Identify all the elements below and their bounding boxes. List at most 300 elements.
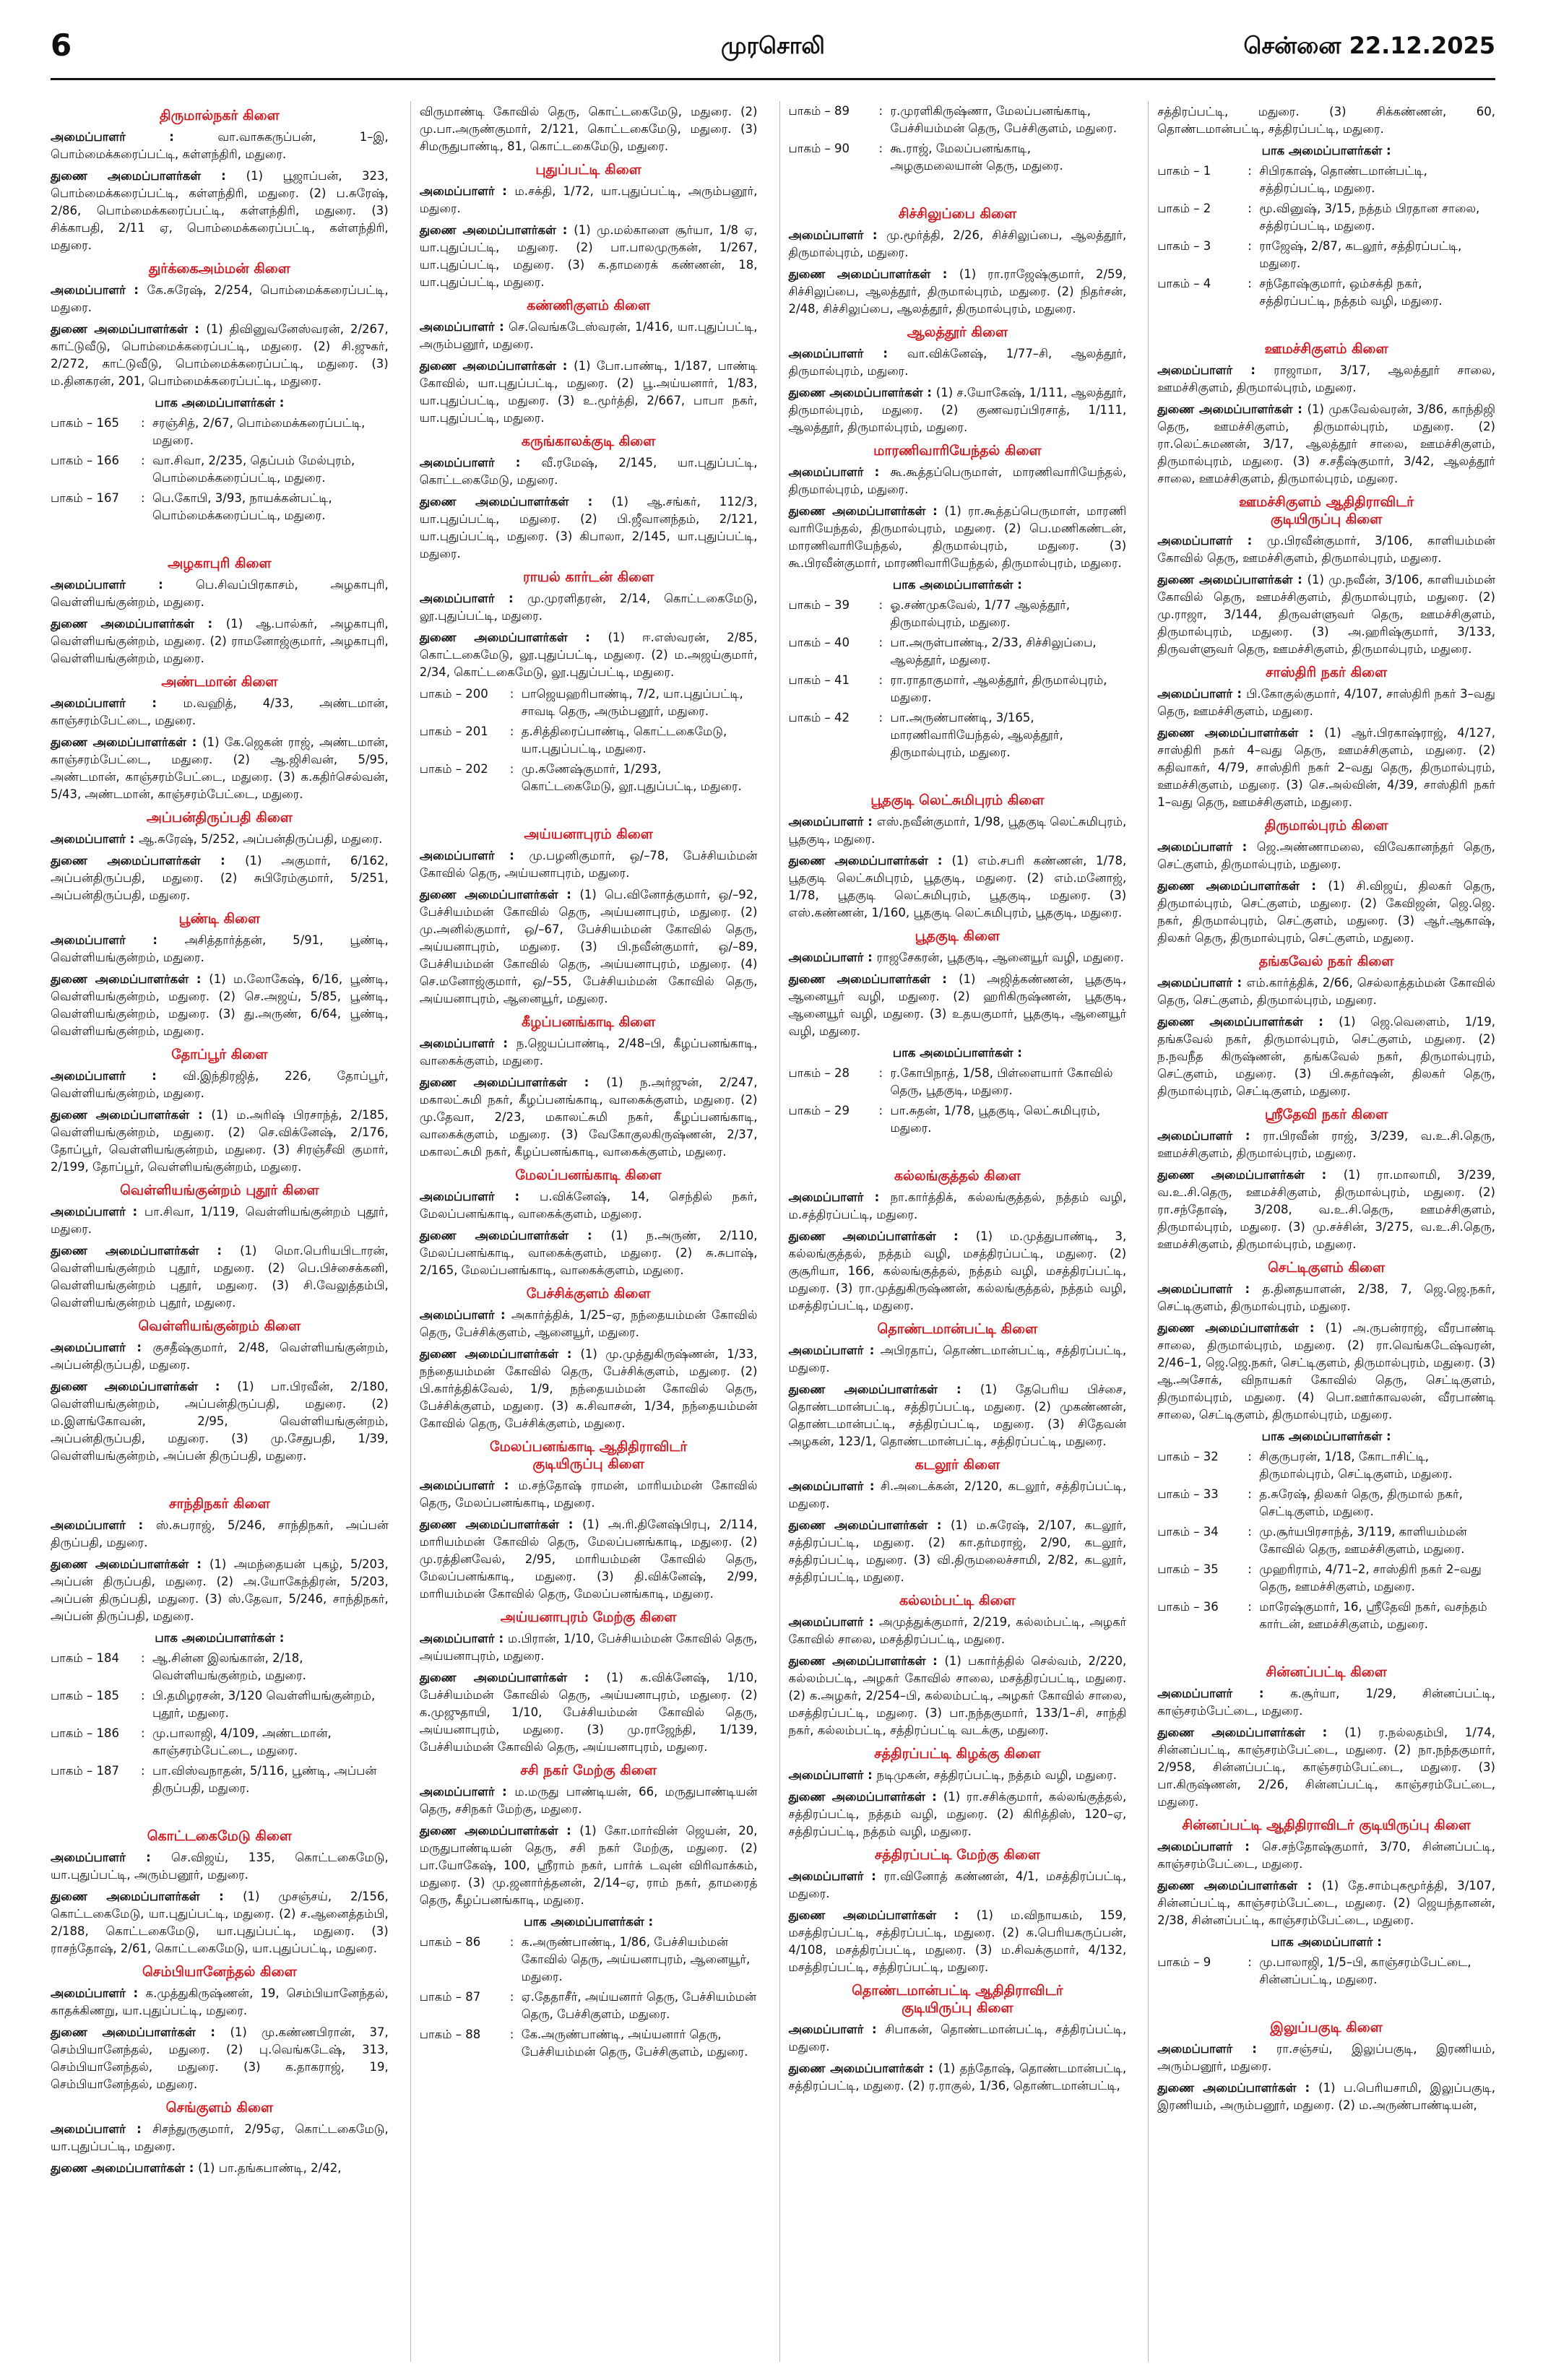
part-row [789,1102,1127,1137]
deputy-organizers-entry [1157,1167,1495,1253]
branch-section [1157,493,1495,658]
branch-section [51,530,389,667]
organizer-entry [1157,362,1495,397]
organizer-entry [420,590,758,625]
organizer-entry [789,949,1127,966]
entry-value: அசித்தார்த்தன், 5/91, பூண்டி, வெள்ளியங்குன்றம், மதுரை. [51,933,389,964]
deputy-organizers-entry [420,1669,758,1756]
entry-value: சிசந்துருகுமார், 2/95ஏ, கொட்டகைமேடு, யா.புதுப்பட்டி, மதுரை. [51,2122,389,2153]
entry-value: ஜெ.அண்ணாமலை, விவேகானந்தர் தெரு, செட்குளம், திருமால்புரம், மதுரை. [1157,840,1495,871]
organizer-entry [1157,1838,1495,1873]
branch-section [51,1182,389,1312]
deputy-organizers-entry [51,1556,389,1625]
deputy-organizers-entry [1157,1013,1495,1100]
entry-value: ரா.சஞ்சய், இலுப்பகுடி, இரணியம், அரும்பனூர், மதுரை. [1157,2042,1495,2073]
deputy-organizers-entry [1157,1724,1495,1811]
entry-value: (1) க.விக்னேஷ், 1/10, பேச்சியம்மன் கோவில் தெரு, அய்யனாபுரம், மதுரை. (2) க.முஜுதாயி, 1/10, பேச்சியம்மன் கோவில் தெரு, அய்யனாபுரம், மதுரை. (3) மு.ராஜேந்தி, 1/139, பேச்சியம்மன் கோவில் தெரு, அய்யனாபுரம், மதுரை. [419,1671,758,1754]
branch-title [1157,2019,1495,2036]
entry-label: துணை அமைப்பாளர்கள் : [51,1380,238,1393]
branch-section [789,324,1127,436]
organizer-entry [789,1767,1127,1784]
organizer-entry [51,831,389,848]
entry-label: துணை அமைப்பாளர்கள் : [1157,1321,1326,1335]
entry-label: துணை அமைப்பாளர்கள் : [788,1518,951,1532]
organizer-entry [51,129,389,163]
branch-title-line: சின்னப்பட்டி கிளை [1266,1664,1387,1680]
part-value: கூ.ராஜ், மேலப்பனங்காடி, அழகுமலையான் தெரு, மதுரை. [890,142,1063,173]
part-colon: : [1248,239,1252,253]
part-organizers-heading: பாக அமைப்பாளர்கள் : [524,1915,654,1929]
branch-title [51,1827,389,1845]
branch-title [789,442,1127,459]
part-number: பாகம் – 33 [1157,1487,1219,1501]
branch-section [1157,817,1495,947]
entry-label: அமைப்பாளர் : [1157,1129,1263,1143]
branch-section [789,767,1127,922]
newspaper-name: முரசொலி [721,32,825,59]
entry-label: துணை அமைப்பாளர்கள் : [788,854,952,867]
entry-value: (1) பகார்த்தில் செல்வம், 2/220, கல்லம்பட்டி, அழகர் கோவில் சாலை, மசத்திரப்பட்டி, மதுரை. (2) க.அழகர், 2/254–பி, கல்லம்பட்டி, அழகர் கோவில் சாலை, மசத்திரப்பட்டி, மதுரை. (3) பா.நந்தகுமார், 133/1–சி, சாந்தி நகர், கல்லம்பட்டி, சத்திரப்பட்டி வடக்கு, மதுரை. [788,1654,1127,1737]
part-row [420,685,758,720]
part-number: பாகம் – 9 [1157,1955,1211,1969]
deputy-organizers-entry [420,1346,758,1432]
section-spacer [51,1471,389,1489]
branch-section [51,910,389,1040]
part-row [789,597,1127,631]
entry-label: அமைப்பாளர் : [788,1615,880,1629]
entry-value: ஸ்.சுபராஜ், 5/246, சாந்திநகர், அப்பன் திருப்பதி, மதுரை. [51,1518,389,1549]
part-colon: : [878,142,883,155]
branch-title-line: கருங்காலக்குடி கிளை [521,433,656,449]
branch-section [51,809,389,904]
part-colon: : [141,1726,145,1740]
branch-title-line: ஊமச்சிகுளம் ஆதிதிராவிடர் [1239,494,1414,510]
branch-title-line: இலுப்பகுடி கிளை [1270,2020,1383,2035]
page-column [779,101,1127,2362]
entry-value: சி.அடைக்கன், 2/120, கடலூர், சத்திரப்பட்டி, மதுரை. [788,1479,1127,1510]
section-spacer [1157,1994,1495,2013]
part-row [420,1989,758,2023]
branch-title-line: மாரணிவாரியேந்தல் கிளை [873,443,1042,459]
entry-label: துணை அமைப்பாளர்கள் : [788,1908,977,1922]
part-organizers-heading: பாக அமைப்பாளர்கள் : [892,1046,1022,1060]
entry-value: (1) ரா.சசிக்குமார், கல்லங்குத்தல், சத்திரப்பட்டி, நத்தம் வழி, மதுரை. (2) கிரித்திஸ், 120–ஏ, சத்திரப்பட்டி, நத்தம் வழி, மதுரை. [788,1790,1127,1838]
entry-label: துணை அமைப்பாளர்கள் : [788,386,936,399]
deputy-organizers-entry [420,1074,758,1161]
part-colon: : [878,711,883,724]
entry-value: (1) மு.நவீன், 3/106, காளியம்மன் கோவில் தெரு, ஊமச்சிகுளம், திருமால்புரம், மதுரை. (2) மு.ராஜா, 3/144, திருவள்ளுவர் தெரு, ஊமச்சிகுளம், திருமால்புரம், மதுரை. (3) அ.ஹரிஷ்குமார், 3/133, திருவள்ளுவர் தெரு, ஊமச்சிகுளம், திருமால்புரம், மதுரை. [1157,573,1495,656]
organizer-entry [51,1068,389,1102]
entry-value: ப.விக்னேஷ், 14, செந்தில் நகர், மேலப்பனங்காடி, வாகைக்குளம், மதுரை. [419,1190,758,1221]
part-colon: : [1248,1955,1252,1969]
branch-title-line: பூதகுடி கிளை [915,928,1000,944]
entry-value: செ.விஜய், 135, கொட்டகைமேடு, யா.புதுப்பட்டி, அரும்பனூர், மதுரை. [51,1851,389,1882]
branch-section [51,1803,389,1957]
section-spacer [1157,1639,1495,1658]
deputy-organizers-entry [789,266,1127,318]
entry-value: ம.சந்தோஷ் ராமன், மாரியம்மன் கோவில் தெரு, மேலப்பனங்காடி, மதுரை. [419,1479,758,1510]
entry-label: துணை அமைப்பாளர்கள் : [51,2161,199,2175]
deputy-organizers-entry [51,734,389,803]
part-number: பாகம் – 39 [788,598,850,612]
deputy-organizers-entry [1157,2080,1495,2114]
entry-value: (1) அ.ரி.தினேஷ்பிரபு, 2/114, மாரியம்மன் கோவில் தெரு, மேலப்பனங்காடி, மதுரை. (2) மு.ரத்தினவேல், 2/95, மாரியம்மன் கோவில் தெரு, மேலப்பனங்காடி, மதுரை. (3) தி.விக்னேஷ், 2/99, மாரியம்மன் கோவில் தெரு, மேலப்பனங்காடி, மதுரை. [419,1518,758,1601]
part-row [51,415,389,449]
entry-value: பா.சிவா, 1/119, வெள்ளியங்குன்றம் புதூர், மதுரை. [51,1205,389,1236]
entry-value: (1) ம.சுரேஷ், 2/107, கடலூர், சத்திரப்பட்டி, மதுரை. (2) கா.தர்மராஜ், 2/90, கடலூர், சத்திரப்பட்டி, மதுரை. (3) வி.திருமலைச்சாமி, 2/82, கடலூர், சத்திரப்பட்டி, மதுரை. [788,1518,1127,1584]
part-colon: : [509,1935,514,1949]
deputy-organizers-entry [420,493,758,563]
branch-title-line: தொண்டமான்பட்டி கிளை [877,1321,1038,1337]
entry-label: துணை அமைப்பாளர்கள் : [1157,573,1308,587]
part-number: பாகம் – 4 [1157,277,1211,290]
organizer-entry [1157,1685,1495,1720]
deputy-organizers-entry [420,886,758,1008]
part-row [1157,238,1495,272]
part-value: பி.தமிழரசன், 3/120 வெள்ளியங்குன்றம், புதூர், மதுரை. [152,1689,376,1720]
branch-title [420,1013,758,1031]
part-row [789,634,1127,669]
entry-value: (1) தேபெரிய பிச்சை, தொண்டமான்பட்டி, சத்திரப்பட்டி, மதுரை. (2) முகண்ணன், தொண்டமான்பட்டி, சத்திரப்பட்டி, மதுரை. (3) சிதேவன் அழகன், 123/1, தொண்டமான்பட்டி, சத்திரப்பட்டி, மதுரை. [788,1382,1127,1448]
branch-title-line: அழகாபுரி கிளை [168,555,272,571]
branch-title [420,568,758,586]
branch-title-line: செம்பியானேந்தல் கிளை [142,1964,297,1980]
entry-value: ந.ஜெயப்பாண்டி, 2/48–பி, கீழப்பனங்காடி, வாகைக்குளம், மதுரை. [419,1037,758,1068]
deputy-organizers-entry [1157,401,1495,488]
edition-date: சென்னை 22.12.2025 [1243,32,1495,59]
branch-title [420,1438,758,1473]
branch-title [789,792,1127,809]
organizer-entry [420,454,758,489]
part-value: பா.அருண்பாண்டி, 3/165, மாரணிவாரியேந்தல், ஆலத்தூர், திருமால்புரம், மதுரை. [890,711,1063,759]
branch-section [1157,953,1495,1100]
entry-value: சிபாகன், தொண்டமான்பட்டி, சத்திரப்பட்டி, மதுரை. [788,2022,1127,2054]
branch-title [51,673,389,691]
part-organizers-heading: பாக அமைப்பாளர்கள் : [892,578,1022,592]
deputy-organizers-entry [51,1242,389,1312]
entry-value: (1) சி.விஜய், திலகர் தெரு, திருமால்புரம், செட்குளம், மதுரை. (2) கேவிஜன், ஜெ.ஜெ. நகர், திருமால்புரம், செட்குளம், மதுரை. (3) ஆர்.ஆகாஷ், திலகர் தெரு, திருமால்புரம், செட்குளம், மதுரை. [1157,879,1495,945]
part-organizers-heading: பாக அமைப்பாளர்கள் : [1261,1429,1391,1443]
deputy-organizers-entry [789,1517,1127,1586]
branch-title-line: திருமால்நகர் கிளை [160,108,280,124]
entry-value: (1) ச.யோகேஷ், 1/111, ஆலத்தூர், திருமால்புரம், மதுரை. (2) குணவரப்பிரசாத், 1/111, ஆலத்தூர், திருமால்புரம், மதுரை. [788,386,1127,434]
organizer-entry [789,1342,1127,1377]
part-row [51,452,389,487]
entry-label: துணை அமைப்பாளர்கள் : [51,1244,241,1258]
entry-value: க.முத்துகிருஷ்ணன், 19, செம்பியானேந்தல், காதக்கிணறு, யா.புதுப்பட்டி, மதுரை. [51,1986,389,2017]
branch-title [51,260,389,277]
entry-label: துணை அமைப்பாளர்கள் : [419,1076,607,1089]
entry-value: ம.சக்தி, 1/72, யா.புதுப்பட்டி, அரும்பனூர், மதுரை. [419,184,758,215]
branch-section [789,1320,1127,1450]
branch-title [51,1317,389,1335]
entry-label: துணை அமைப்பாளர்கள் : [1157,402,1308,416]
deputy-organizers-entry [1157,1877,1495,1929]
deputy-organizers-entry [51,2024,389,2093]
entry-value: மு.பழனிகுமார், ஒ/–78, பேச்சியம்மன் கோவில் தெரு, அய்யனாபுரம், மதுரை. [419,849,758,880]
branch-title [1157,493,1495,528]
part-number: பாகம் – 41 [788,673,850,687]
branch-section [420,1609,758,1756]
deputy-organizers-entry [789,1381,1127,1450]
branch-title [789,1167,1127,1185]
part-value: மாரேஷ்குமார், 16, ஸ்ரீதேவி நகர், வசந்தம் கார்டன், ஊமச்சிகுளம், மதுரை. [1259,1600,1487,1631]
part-number: பாகம் – 86 [419,1935,481,1949]
branch-title [420,161,758,178]
organizer-entry [789,1478,1127,1513]
entry-label: அமைப்பாளர் : [51,578,196,592]
branch-title-line: அண்டமான் கிளை [161,674,278,690]
branch-title [789,205,1127,222]
branch-title-line: குடியிருப்பு கிளை [1270,511,1383,527]
branch-title [420,1762,758,1779]
part-number: பாகம் – 2 [1157,202,1211,215]
branch-title-line: கொட்டகைமேடு கிளை [147,1828,293,1844]
branch-title-line: பூதகுடி லெட்சுமிபுரம் கிளை [870,792,1045,808]
entry-value: (1) மு.முத்துகிருஷ்ணன், 1/33, நந்தையம்மன் கோவில் தெரு, பேச்சிக்குளம், மதுரை. (2) பி.கார்த்திக்வேல், 1/9, நந்தையம்மன் கோவில் தெரு, பேச்சிக்குளம், மதுரை. (3) க.சிவாசன், 1/34, நந்தையம்மன் கோவில் தெரு, பேச்சிக்குளம், மதுரை. [419,1347,758,1430]
branch-title [1157,817,1495,834]
entry-value: (1) ப.பெரியசாமி, இலுப்பகுடி, இரணியம், அரும்பனூர், மதுரை. (2) ம.அருண்பாண்டியன், [1157,2081,1495,2112]
organizer-entry [420,1783,758,1818]
entry-label: அமைப்பாளர் : [419,1785,515,1799]
part-number: பாகம் – 1 [1157,164,1211,178]
part-number: பாகம் – 3 [1157,239,1211,253]
deputy-organizers-entry [1157,571,1495,658]
entry-value: (1) ந.அருண், 2/110, மேலப்பனங்காடி, வாகைக்குளம், மதுரை. (2) சு.சுபாஷ், 2/165, மேலப்பனங்காடி, வாகைக்குளம், மதுரை. [419,1229,758,1277]
part-value: சரஞ்சித், 2/67, பொம்மைக்கரைப்பட்டி, மதுரை. [152,416,366,447]
organizer-entry [51,1339,389,1374]
entry-value: ராஜசேகரன், பூதகுடி, ஆனையூர் வழி, மதுரை. [876,951,1124,964]
part-row [1157,1954,1495,1989]
branch-section [420,801,758,1008]
part-row [789,103,1127,137]
entry-label: அமைப்பாளர் : [1157,687,1247,701]
deputy-organizers-entry [420,629,758,681]
deputy-organizers-entry [51,1378,389,1465]
part-row [420,1934,758,1986]
branch-title-line: சாஸ்திரி நகர் கிளை [1265,665,1388,680]
entry-value: (1) தே.சாம்புகமூர்த்தி, 3/107, சின்னப்பட்டி, காஞ்சரம்பேட்டை, மதுரை. (2) ஜெயந்தானன், 2/38, சின்னப்பட்டி, காஞ்சரம்பேட்டை, மதுரை. [1157,1879,1495,1927]
part-number: பாகம் – 186 [51,1726,119,1740]
entry-value: த.தினதயாளன், 2/38, 7, ஜெ.ஜெ.நகர், செட்டிகுளம், திருமால்புரம், மதுரை. [1157,1282,1495,1313]
continued-section [1157,103,1495,310]
organizer-entry [789,2021,1127,2056]
organizer-entry [1157,685,1495,720]
branch-title [51,809,389,826]
page-column [1148,101,1495,2362]
organizer-entry [789,1189,1127,1224]
entry-label: அமைப்பாளர் : [419,1037,517,1050]
branch-title [51,1495,389,1513]
entry-label: அமைப்பாளர் : [788,1479,881,1493]
deputy-organizers-entry [51,321,389,390]
branch-section [1157,1817,1495,1989]
entry-label: அமைப்பாளர் : [419,849,530,862]
organizer-entry [1157,532,1495,567]
entry-label: அமைப்பாளர் : [51,1851,171,1864]
branch-title-line: கல்லங்குத்தல் கிளை [894,1168,1021,1184]
organizer-entry [51,282,389,316]
entry-label: அமைப்பாளர் : [419,1479,519,1492]
part-colon: : [509,687,514,701]
branch-title-line: சத்திரப்பட்டி கிழக்கு கிளை [874,1746,1041,1762]
entry-label: துணை அமைப்பாளர்கள் : [788,2061,938,2075]
branch-title [51,910,389,927]
part-colon: : [878,1066,883,1080]
branch-title-line: செட்டிகுளம் கிளை [1268,1260,1386,1276]
entry-value: (1) கோ.மார்வின் ஜெயன், 20, மருதுபாண்டியன் தெரு, சசி நகர் மேற்கு, மதுரை. (2) பா.யோகேஷ், 100, ஸ்ரீராம் நகர், பார்க் டவுன் விரிவாக்கம், மதுரை. (3) மு.ஜனார்த்தனன், 2/14–ஏ, ராம் நகர், தாமரைத் தெரு, கீழப்பனங்காடி, மதுரை. [419,1824,758,1907]
continued-text: சத்திரப்பட்டி, மதுரை. (3) சிக்கண்ணன், 60, தொண்டமான்பட்டி, சத்திரப்பட்டி, மதுரை. [1157,105,1495,136]
branch-title-line: தொண்டமான்பட்டி ஆதிதிராவிடர் [852,1983,1063,1999]
branch-title-line: மேலப்பனங்காடி ஆதிதிராவிடர் [489,1439,688,1455]
organizer-entry [789,813,1127,848]
part-organizers-heading: பாக அமைப்பாளர்கள் : [155,1631,285,1645]
deputy-organizers-entry [51,168,389,254]
entry-label: துணை அமைப்பாளர்கள் : [788,267,959,281]
entry-value: ரா.பிரவீன் ராஜ், 3/239, வ.உ.சி.தெரு, ஊமச்சிகுளம், திருமால்புரம், மதுரை. [1157,1129,1495,1160]
section-spacer [789,1143,1127,1161]
branch-title [789,324,1127,341]
part-row [420,2026,758,2061]
branch-title-line: குடியிருப்பு கிளை [902,2000,1013,2016]
branch-section [1157,316,1495,488]
part-row [420,761,758,795]
entry-label: அமைப்பாளர் : [419,456,542,469]
branch-title-line: சாந்திநகர் கிளை [168,1496,270,1512]
branch-title [789,1745,1127,1762]
deputy-organizers-entry [789,1228,1127,1315]
branch-section [51,260,389,524]
deputy-organizers-entry [789,2060,1127,2095]
entry-value: (1) ரா.மாலாமி, 3/239, வ.உ.சி.தெரு, ஊமச்சிகுளம், திருமால்புரம், மதுரை. (2) ரா.சந்தோஷ், 3/208, வ.உ.சி.தெரு, ஊமச்சிகுளம், திருமால்புரம், மதுரை. (3) மு.சச்சின், 3/275, வ.உ.சி.தெரு, ஊமச்சிகுளம், திருமால்புரம், மதுரை. [1157,1168,1495,1251]
entry-label: அமைப்பாளர் : [419,320,509,334]
branch-section [1157,1639,1495,1811]
organizer-entry [1157,839,1495,873]
organizer-entry [789,1614,1127,1648]
branch-section [420,297,758,427]
part-value: சந்தோஷ்குமார், ஒம்சக்தி நகர், சத்திரப்பட்டி, நத்தம் வழி, மதுரை. [1259,277,1443,308]
part-colon: : [509,724,514,738]
organizer-entry [789,227,1127,261]
entry-value: அபிரதாப், தொண்டமான்பட்டி, சத்திரப்பட்டி, மதுரை. [788,1343,1127,1375]
entry-label: துணை அமைப்பாளர்கள் : [51,735,203,749]
entry-value: (1) ம.முத்துபாண்டி, 3, கல்லங்குத்தல், நத்தம் வழி, மசத்திரப்பட்டி, மதுரை. (2) குசூரியா, 166, கல்லங்குத்தல், நத்தம் வழி, மசத்திரப்பட்டி, மதுரை. (3) ரா.முத்துகிருஷ்ணன், கல்லங்குத்தல், நத்தம் வழி, மசத்திரப்பட்டி, மதுரை. [788,1229,1127,1312]
branch-section [1157,1259,1495,1633]
part-number: பாகம் – 166 [51,454,119,467]
deputy-organizers-entry [51,2160,389,2177]
organizer-entry [1157,2041,1495,2075]
entry-value: (1) அஜித்கண்ணன், பூதகுடி, ஆனையூர் வழி, மதுரை. (2) ஹரிகிருஷ்ணன், பூதகுடி, ஆனையூர் வழி, மதுரை. (3) உதயகுமார், பூதகுடி, ஆனையூர் வழி, மதுரை. [788,972,1127,1038]
page-column [51,101,389,2362]
branch-section [789,181,1127,318]
page-number: 6 [51,27,72,63]
branch-title [789,927,1127,945]
entry-label: துணை அமைப்பாளர்கள் : [1157,879,1328,893]
part-number: பாகம் – 34 [1157,1525,1219,1539]
part-number: பாகம் – 187 [51,1764,119,1778]
part-value: சிகுருபரன், 1/18, கோடாசிட்டி, திருமால்புரம், செட்டிகுளம், மதுரை. [1259,1450,1453,1481]
deputy-organizers-entry [789,1907,1127,1976]
deputy-organizers-entry [1157,1320,1495,1424]
part-value: பா.விஸ்வநாதன், 5/116, பூண்டி, அப்பன் திருப்பதி, மதுரை. [152,1764,377,1795]
part-row [1157,1448,1495,1483]
entry-value: பி.கோகுல்குமார், 4/107, சாஸ்திரி நகர் 3–வது தெரு, ஊமச்சிகுளம், மதுரை. [1157,687,1495,718]
branch-title-line: செங்குளம் கிளை [165,2100,274,2116]
part-colon: : [1248,277,1252,290]
entry-value: (1) பா.பிரவீன், 2/180, வெள்ளியங்குன்றம், அப்பன்திருப்பதி, மதுரை. (2) ம.இளங்கோவன், 2/95, வெள்ளியங்குன்றம், அப்பன்திருப்பதி, மதுரை. (3) மு.சேதுபதி, 1/39, வெள்ளியங்குன்றம், அப்பன் திருப்பதி, மதுரை. [51,1380,389,1463]
branch-title [1157,664,1495,681]
branch-title [420,1285,758,1302]
branch-section [420,1167,758,1279]
entry-label: அமைப்பாளர் : [1157,976,1247,990]
entry-value: நா.கார்த்திக், கல்லங்குத்தல், நத்தம் வழி, ம.சத்திரப்பட்டி, மதுரை. [788,1190,1127,1221]
branch-section [420,1285,758,1432]
entry-value: கே.சுரேஷ், 2/254, பொம்மைக்கரைப்பட்டி, மதுரை. [51,283,389,314]
branch-section [51,107,389,254]
entry-value: (1) ஆ.சங்கர், 112/3, யா.புதுப்பட்டி, மதுரை. (2) பி.ஜீவானந்தம், 2/121, யா.புதுப்பட்டி, மதுரை. (3) கிபாலா, 2/145, யா.புதுப்பட்டி, மதுரை. [419,495,758,561]
entry-value: (1) ஆர்.பிரகாஷ்ராஜ், 4/127, சாஸ்திரி நகர் 4–வது தெரு, ஊமச்சிகுளம், மதுரை. (2) கதிவாகர், 4/79, சாஸ்திரி நகர் 2–வது தெரு, திருமால்புரம், ஊமச்சிகுளம், மதுரை. (3) செ.அல்வின், 4/39, சாஸ்திரி நகர் 1–வது தெரு, ஊமச்சிகுளம், மதுரை. [1157,726,1495,809]
section-spacer [51,530,389,549]
part-value: மு.சூர்யபிரசாந்த், 3/119, காளியம்மன் கோவில் தெரு, ஊமச்சிகுளம், மதுரை. [1259,1525,1467,1556]
entry-label: துணை அமைப்பாளர்கள் : [788,504,945,518]
entry-value: (1) அ.ருபன்ராஜ், வீரபாண்டி சாலை, திருமால்புரம், மதுரை. (2) ரா.வெங்கடேஷ்வரன், 2/46–1, ஜெ.ஜெ.நகர், செட்டிகுளம், திருமால்புரம், மதுரை. (3) ஆ.அசோக், விநாயகர் கோவில் தெரு, செட்டிகுளம், திருமால்புரம், மதுரை. (4) பொ.ஊர்காவலன், வீரபாண்டி சாலை, செட்டிகுளம், திருமால்புரம், மதுரை. [1157,1321,1495,1421]
entry-label: துணை அமைப்பாளர்கள் : [51,169,246,183]
entry-value: மு.மூர்த்தி, 2/26, சிச்சிலுப்பை, ஆலத்தூர், திருமால்புரம், மதுரை. [788,228,1127,259]
entry-value: (1) தந்தோஷ், தொண்டமான்பட்டி, சத்திரப்பட்டி, மதுரை. (2) ர.ராகுல், 1/36, தொண்டமான்பட்டி, [788,2061,1127,2093]
part-colon: : [141,416,145,430]
entry-value: மு.முரளிதரன், 2/14, கொட்டகைமேடு, லூ.புதுப்பட்டி, மதுரை. [419,592,758,623]
entry-value: அகார்த்திக், 1/25–ஏ, நந்தையம்மன் கோவில் தெரு, பேச்சிக்குளம், ஆனையூர், மதுரை. [419,1308,758,1339]
organizer-entry [789,1868,1127,1903]
entry-label: துணை அமைப்பாளர்கள் : [51,2025,230,2039]
organizer-entry [51,932,389,966]
deputy-organizers-entry [51,971,389,1040]
part-colon: : [509,762,514,776]
branch-title-line: சின்னப்பட்டி ஆதிதிராவிடர் குடியிருப்பு கிளை [1182,1817,1471,1833]
branch-section [789,1745,1127,1840]
branch-title-line: ஆலத்தூர் கிளை [907,324,1008,340]
part-colon: : [509,2028,514,2041]
branch-title-line: சிச்சிலுப்பை கிளை [898,206,1017,222]
organizer-entry [51,1517,389,1552]
part-colon: : [1248,1450,1252,1463]
entry-label: துணை அமைப்பாளர்கள் : [1157,1726,1345,1739]
part-number: பாகம் – 167 [51,491,119,505]
entry-value: எஸ்.நவீன்குமார், 1/98, பூதகுடி லெட்சுமிபுரம், பூதகுடி, மதுரை. [788,815,1127,846]
organizer-entry [420,1477,758,1512]
organizer-entry [1157,1128,1495,1162]
continued-text: விருமாண்டி கோவில் தெரு, கொட்டகைமேடு, மதுரை. (2) மு.பா.அருண்குமார், 2/121, கொட்டகைமேடு, மதுரை. (3) சிமருதுபாண்டி, 81, கொட்டகைமேடு, மதுரை. [419,105,758,153]
branch-title-line: ஊமச்சிகுளம் கிளை [1264,341,1388,357]
part-number: பாகம் – 89 [788,104,850,118]
part-value: ஆ.சின்ன இலங்கான், 2/18, வெள்ளியங்குன்றம், மதுரை. [152,1651,306,1682]
entry-label: அமைப்பாளர் : [51,832,139,846]
branch-title [420,433,758,450]
organizer-entry [51,695,389,730]
part-row [51,1650,389,1684]
header-rule [51,78,1495,80]
deputy-organizers-entry [51,1888,389,1957]
branch-title [1157,340,1495,358]
part-value: க.அருண்பாண்டி, 1/86, பேச்சியம்மன் கோவில் தெரு, அய்யனாபுரம், ஆனையூர், மதுரை. [521,1935,751,1983]
entry-label: அமைப்பாளர் : [788,1869,884,1883]
entry-label: அமைப்பாளர் : [51,933,185,947]
entry-label: துணை அமைப்பாளர்கள் : [51,322,207,336]
branch-section [420,1013,758,1161]
entry-value: ஆ.சுரேஷ், 5/252, அப்பன்திருப்பதி, மதுரை. [139,832,383,846]
organizer-entry [420,1307,758,1341]
branch-title-line: அய்யனாபுரம் கிளை [524,826,653,842]
